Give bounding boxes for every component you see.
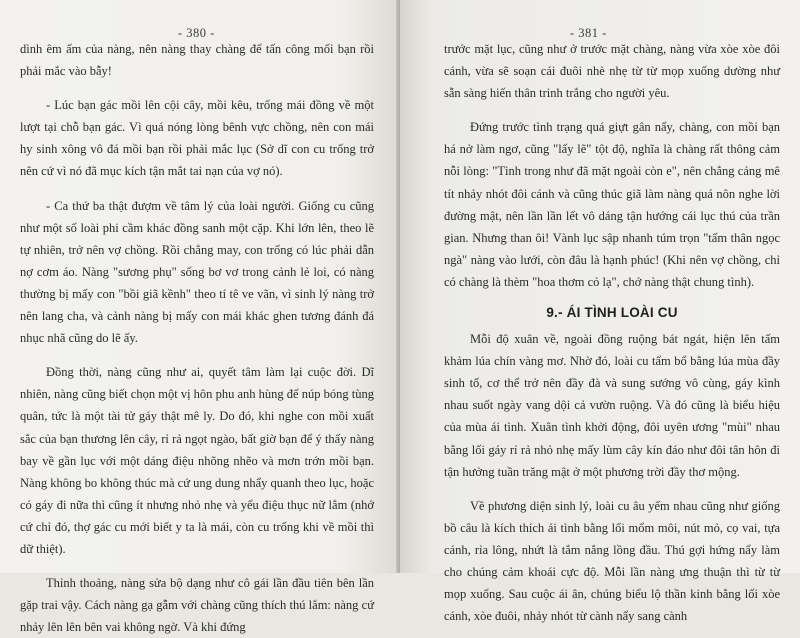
paragraph: Đứng trước tình trạng quá giựt gân nẩy, chàng, con mồi bạn há nở làm ngơ, cũng "lấy lẽ" tột độ, nghĩa là chàng rất thông cảm nỗi lòng: "Tình trong như đã mặt ngoài còn e", nên chẳng cảng mê tít nhảy nhót đôi cánh và cũng thúc giã làm nàng quá nôn nghe lời đường mật, nên lần lần lết vô dáng tận hướng cái lục thú của trần gian. Nhưng than ôi! Vành lục sập nhanh túm trọn "tấm thân ngọc ngà" nàng vào lưới, còn đâu là hạnh phúc! (Khi nên vợ chồng, chỉ có chàng là thèm "hoa thơm cỏ lạ", chớ nàng thật chung tình). — [444, 120, 780, 289]
paragraph: trước mặt lục, cũng như ở trước mặt chàng, nàng vừa xòe xòe đôi cánh, vừa sẽ soạn cái đuôi nhè nhẹ từ từ mọp xuống dường như sẵn sàng hiến thân trinh trắng cho người yêu. — [444, 42, 780, 101]
left-page — [0, 0, 400, 635]
paragraph: Thỉnh thoảng, nàng sửa bộ dạng như cô gái lần đầu tiên bên lần gặp trai vậy. Cách nàng gạ gẫm với chàng cũng thích thú lắm: nàng cứ nhảy lên lên bên vai không ngờ. Và khi đứng — [20, 576, 374, 635]
right-page — [400, 0, 800, 624]
section-heading: 9.- ÁI TÌNH LOÀI CU — [546, 305, 678, 321]
paragraph: Mỗi độ xuân về, ngoài đồng ruộng bát ngát, hiện lên tấm khảm lúa chín vàng mơ. Nhờ đó, loài cu tẩm bổ bằng lúa mùa đầy sinh tố, cơ thể trở nên đầy đà và sung sướng vô cùng, gáy kình nhau suốt ngày vang dội cả vườn ruộng. Và đó cũng là biểu hiệu của mùa ái tình. Xuân tình khởi động, đôi uyên ương "mùi" nhau bằng lối gáy rỉ rả nhỏ nhẹ mấy lùm cây kín đáo như đôi tân hôn đi tận hưởng tuần trăng mật ở một phương trời đầy thơ mộng. — [444, 332, 780, 479]
page-number-right: - 381 - — [570, 26, 607, 40]
paragraph: dình êm ấm của nàng, nên nàng thay chàng để tấn công mối bạn rồi phải mắc vào bẫy! — [20, 42, 374, 79]
paragraph: Về phương diện sinh lý, loài cu âu yếm nhau cũng như giống bồ câu là kích thích ái tình bằng lối mổm môi, nút mỏ, cọ vai, tựa cánh, rỉa lông, nhứt là tắm nắng lồng đầu. Thú gợi hứng nẩy làm cho chúng cảm khoái cực độ. Mỗi lần nàng ưng thuận thì từ từ mọp xuống. Sau cuộc ái ân, chúng biểu lộ thần kinh bằng lối xòe cánh, xòe đuôi, nhảy nhót từ cành nẩy sang cành — [444, 498, 780, 624]
paragraph: - Lúc bạn gác mồi lên cội cây, mồi kêu, trống mái đồng về một lượt tại chỗ bạn gác. Vì quá nóng lòng bênh vực chồng, nên con mái hy sinh xông vô đá mồi bạn rồi phải mắc lục (Sở dĩ con cu trống trở nên cứ vì nó đã mục kích tận mắt tai nạn của vợ nó). — [20, 98, 374, 179]
paragraph: - Ca thứ ba thật đượm về tâm lý của loài người. Giống cu cũng như một số loài phi cầm khác đồng sanh một cặp. Khi lớn lên, theo lẽ tự nhiên, trở nên vợ chồng. Rồi chẳng may, con trống có lúc phải dẫn nợ cơm áo. Nàng "sương phụ" sống bơ vơ trong cảnh lẻ loi, có nàng thường bị mấy con "bồi giã kềnh" theo tí tê ve vãn, vì sinh lý nàng trở nên lang cha, và cảnh nàng bị mấy con mái khác ghen tương đánh đá nhục nhã cũng do lẽ ấy. — [20, 198, 374, 346]
paragraph: Đồng thời, nàng cũng như ai, quyết tâm làm lại cuộc đời. Dĩ nhiên, nàng cũng biết chọn một vị hôn phu anh hùng để núp bóng tùng quân, tức là một tài tử gáy thật mê ly. Do đó, khi nghe con mồi xuất sắc của bạn thương lên cây, rỉ rả ngọt ngào, bất giờ bạn để ý thấy nàng bay về gần lục với một dáng điệu nhõng nhẽo và mơn trớn mồi bạn. Nàng không bo không thúc mà cứ ung dung nhẩy quanh theo lục, hoặc có gáy đi nữa thì cũng ít nhưng nhỏ nhẹ và yểu điệu thục nữ lắm (nhớ cứ chỉ đó, thợ gác cu mới biết y ta là mái, còn cu trống khi về mồi thì dữ thiệt). — [20, 365, 374, 556]
page-number-left: - 380 - — [178, 26, 215, 40]
